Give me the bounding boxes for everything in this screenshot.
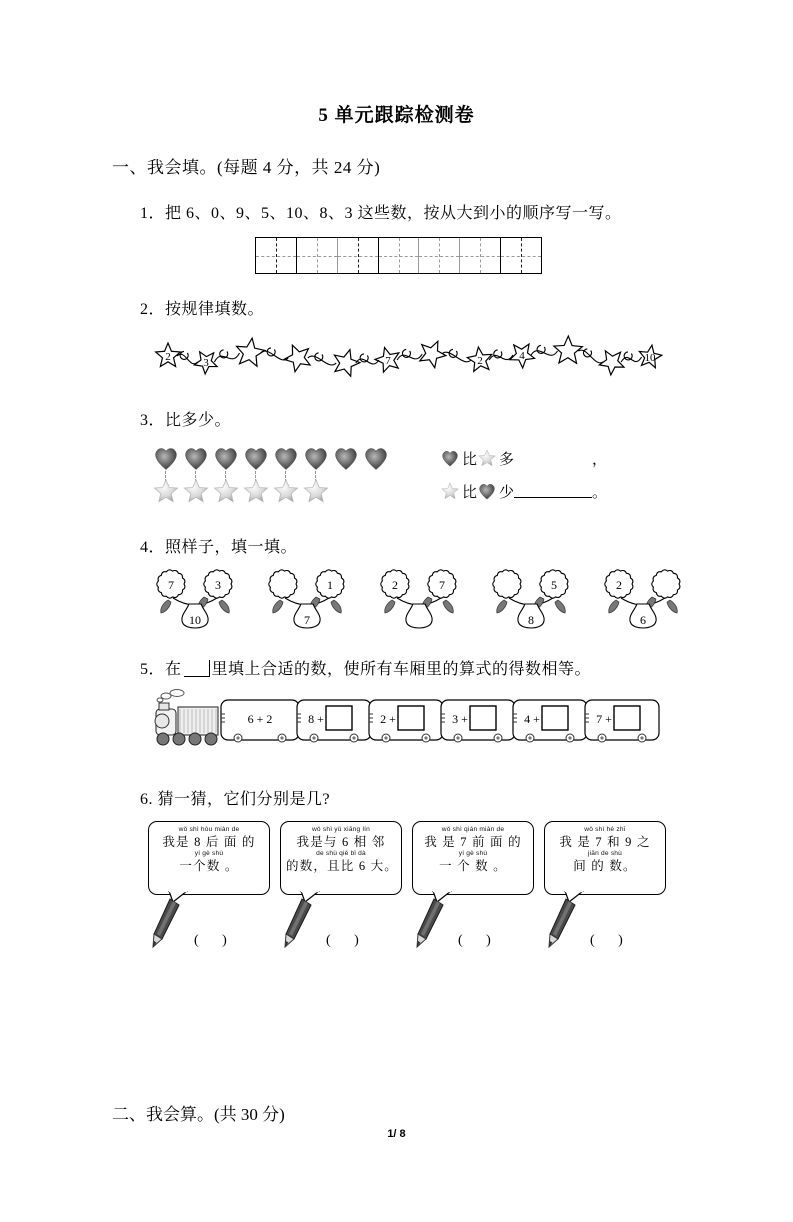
compare-line-1: [440, 442, 607, 475]
train-car[interactable]: [441, 700, 515, 742]
pinyin-line-2: yí gè shù: [458, 850, 488, 857]
train-car[interactable]: [585, 700, 659, 742]
chain-swirl: [442, 352, 471, 362]
flower-left-value: 2: [616, 578, 622, 592]
leaf-right: [219, 600, 229, 613]
heart-icon: [182, 444, 212, 474]
worksheet-page: [0, 100, 793, 1222]
speech-bubble: [544, 821, 666, 895]
answer-parenthesis[interactable]: ( ): [458, 933, 501, 948]
flower-left[interactable]: [493, 570, 521, 598]
chain-star-value: 2: [165, 351, 171, 363]
question-3-number: 3．: [140, 412, 166, 429]
car-answer-box[interactable]: [542, 706, 568, 730]
chain-swirl: [308, 356, 336, 365]
answer-parenthesis[interactable]: ( ): [194, 933, 237, 948]
leaf-right: [331, 600, 341, 613]
flower-right-value: 3: [215, 578, 221, 592]
speech-bubble: [148, 821, 270, 895]
hanzi-line-2: 的数，且比 6 大。: [286, 859, 399, 873]
guess-bubble-unit: [148, 821, 270, 957]
car-expression: 3 +: [452, 712, 468, 726]
grid-cell[interactable]: [338, 238, 379, 273]
question-5-body-before: 在: [165, 661, 182, 678]
chain-swirl: [261, 351, 289, 360]
answer-blank-2[interactable]: [514, 485, 592, 498]
pot[interactable]: [406, 604, 432, 628]
hanzi-line-2: 一 个 数 。: [439, 859, 507, 873]
car-expression: 7 +: [596, 712, 612, 726]
question-3-body: 比多少。: [165, 412, 232, 429]
train-car[interactable]: [513, 700, 587, 742]
pinyin-line-1: wǒ shì yǔ xiāng lín: [311, 826, 371, 833]
chain-star-value: 10: [644, 352, 656, 364]
pinyin-line-1: wǒ shì hé zhī: [584, 826, 626, 833]
pinyin-line-1: wǒ shì qián miàn de: [441, 826, 505, 833]
question-6-number: 6.: [140, 791, 153, 808]
car-answer-box[interactable]: [326, 706, 352, 730]
car-answer-box[interactable]: [614, 706, 640, 730]
flower-left-value: 7: [168, 578, 174, 592]
leaf-left: [161, 600, 171, 613]
star-icon: [302, 477, 332, 507]
compare-word-2b: 少: [499, 485, 515, 501]
chain-star-value: 2: [477, 355, 483, 367]
pot-value: 8: [528, 613, 534, 627]
chain-curl: [624, 352, 632, 360]
chain-star[interactable]: [554, 336, 583, 363]
pencil-icon: [148, 897, 188, 953]
hanzi-line-1: 我 是 7 前 面 的: [424, 835, 522, 849]
question-4-flower-groups: [148, 567, 793, 634]
star-icon: [272, 477, 302, 507]
hanzi-line-2: 一个数 。: [179, 859, 239, 873]
inline-box-blank[interactable]: [184, 660, 210, 677]
hanzi-line-1: 我是与 6 相 邻: [296, 835, 386, 849]
chain-curl: [360, 354, 368, 362]
star-icon: [182, 477, 212, 507]
train-car[interactable]: [221, 700, 299, 742]
car-expression: 2 +: [380, 712, 396, 726]
locomotive-icon: [155, 690, 218, 746]
heart-icon: [212, 444, 242, 474]
chain-star-value: 3: [203, 357, 209, 369]
heart-icon: [332, 444, 362, 474]
grid-cell[interactable]: [419, 238, 460, 273]
pot-value: 6: [640, 613, 646, 627]
pencil-row: [280, 897, 402, 957]
question-5-text: [140, 656, 793, 679]
leaf-left: [609, 600, 619, 613]
question-2-number: 2．: [140, 301, 166, 318]
leaf-right: [555, 600, 565, 613]
grid-cell[interactable]: [256, 238, 297, 273]
section-two-heading: 二、我会算。(共 30 分): [112, 1105, 285, 1124]
train-svg: [148, 687, 668, 759]
answer-parenthesis[interactable]: ( ): [590, 933, 633, 948]
question-6-body: 猜一猜，它们分别是几?: [157, 791, 331, 808]
chain-star[interactable]: [420, 341, 446, 367]
leaf-left: [385, 600, 395, 613]
question-1-number: 1．: [140, 205, 166, 222]
compare-end-1: ，: [592, 452, 608, 468]
flower-left-value: 2: [392, 578, 398, 592]
compare-statements: [440, 442, 607, 508]
star-icon: [477, 448, 499, 470]
question-5-number: 5．: [140, 661, 166, 678]
flower-left[interactable]: [269, 570, 297, 598]
chain-swirl: [214, 353, 239, 362]
question-3-compare-area: [152, 442, 793, 512]
guess-bubble-unit: [412, 821, 534, 957]
compare-word-1a: 比: [462, 452, 478, 468]
star-icon: [440, 481, 462, 503]
question-4-number: 4．: [140, 539, 166, 556]
question-1-body: 把 6、0、9、5、10、8、3 这些数，按从大到小的顺序写一写。: [165, 205, 622, 222]
flower-right-value: 7: [439, 578, 445, 592]
chain-star-value: 7: [385, 355, 391, 367]
flower-right-value: 5: [551, 578, 557, 592]
flower-right[interactable]: [652, 570, 680, 598]
question-5-train: [148, 687, 793, 764]
car-expression: 8 +: [308, 712, 324, 726]
pot-value: 10: [189, 613, 201, 627]
train-car[interactable]: [297, 700, 371, 742]
flower-group: [148, 567, 246, 634]
car-expression: 6 + 2: [247, 712, 273, 726]
question-1-text: [140, 200, 793, 223]
flower-group: [484, 567, 582, 634]
pot-value: 7: [304, 613, 310, 627]
question-3-text: [140, 407, 793, 430]
compare-end-2: 。: [592, 485, 608, 501]
pinyin-line-2: jiān de shù: [587, 850, 623, 857]
question-2-body: 按规律填数。: [165, 301, 265, 318]
heart-icon: [152, 444, 182, 474]
pinyin-line-2: yí gè shù: [194, 850, 224, 857]
chain-curl: [494, 350, 502, 358]
pencil-icon: [280, 897, 320, 953]
heart-icon: [477, 481, 499, 503]
question-6-bubbles: [148, 821, 793, 957]
star-icon: [152, 477, 182, 507]
grid-cell[interactable]: [460, 238, 501, 273]
guess-bubble-unit: [280, 821, 402, 957]
page-title: 5 单元跟踪检测卷: [318, 105, 475, 126]
hanzi-line-1: 我是 8 后 面 的: [162, 835, 256, 849]
compare-word-2a: 比: [462, 485, 478, 501]
flower-right-value: 1: [327, 578, 333, 592]
car-expression: 4 +: [524, 712, 540, 726]
question-4-text: [140, 534, 793, 557]
pencil-icon: [412, 897, 452, 953]
speech-bubble: [412, 821, 534, 895]
answer-parenthesis[interactable]: ( ): [326, 933, 369, 948]
grid-cell[interactable]: [501, 238, 541, 273]
leaf-right: [667, 600, 677, 613]
tian-zi-ge-grid[interactable]: [255, 237, 542, 274]
question-2-text: [140, 296, 793, 319]
chain-star[interactable]: [599, 351, 624, 375]
pencil-row: [412, 897, 534, 957]
star-chain-svg: [150, 329, 670, 385]
hanzi-line-2: 间 的 数。: [573, 859, 637, 873]
section-one-heading: 一、我会填。(每题 4 分，共 24 分): [112, 158, 381, 177]
question-1-answer-grid[interactable]: [255, 237, 793, 274]
heart-icon: [242, 444, 272, 474]
flower-group: [260, 567, 358, 634]
question-6-text: [140, 786, 793, 809]
hanzi-line-1: 我 是 7 和 9 之: [559, 835, 651, 849]
leaf-right: [443, 600, 453, 613]
heart-icon: [272, 444, 302, 474]
compare-word-1b: 多: [499, 452, 515, 468]
flower-group: [596, 567, 694, 634]
chain-curl: [537, 345, 545, 353]
question-4-body: 照样子，填一填。: [165, 539, 298, 556]
star-icon: [212, 477, 242, 507]
leaf-left: [497, 600, 507, 613]
heart-icon: [440, 448, 462, 470]
flower-group: [372, 567, 470, 634]
chain-star-value: 4: [519, 350, 525, 362]
star-icon: [242, 477, 272, 507]
car-answer-box[interactable]: [470, 706, 496, 730]
heart-icon: [362, 444, 392, 474]
compare-line-2: [440, 475, 607, 508]
leaf-left: [273, 600, 283, 613]
car-answer-box[interactable]: [398, 706, 424, 730]
question-2-star-chain[interactable]: [150, 329, 670, 385]
pencil-row: [148, 897, 270, 957]
pencil-row: [544, 897, 666, 957]
grid-cell[interactable]: [379, 238, 420, 273]
question-5-body-after: 里填上合适的数，使所有车厢里的算式的得数相等。: [211, 661, 592, 678]
train-car[interactable]: [369, 700, 443, 742]
page-number: 1/ 8: [387, 1128, 406, 1140]
heart-icon: [302, 444, 332, 474]
chain-swirl: [579, 350, 603, 363]
pinyin-line-2: de shù qiě bǐ dà: [316, 850, 366, 857]
guess-bubble-unit: [544, 821, 666, 957]
pinyin-line-1: wǒ shì hòu miàn de: [178, 826, 240, 833]
speech-bubble: [280, 821, 402, 895]
pencil-icon: [544, 897, 584, 953]
grid-cell[interactable]: [297, 238, 338, 273]
